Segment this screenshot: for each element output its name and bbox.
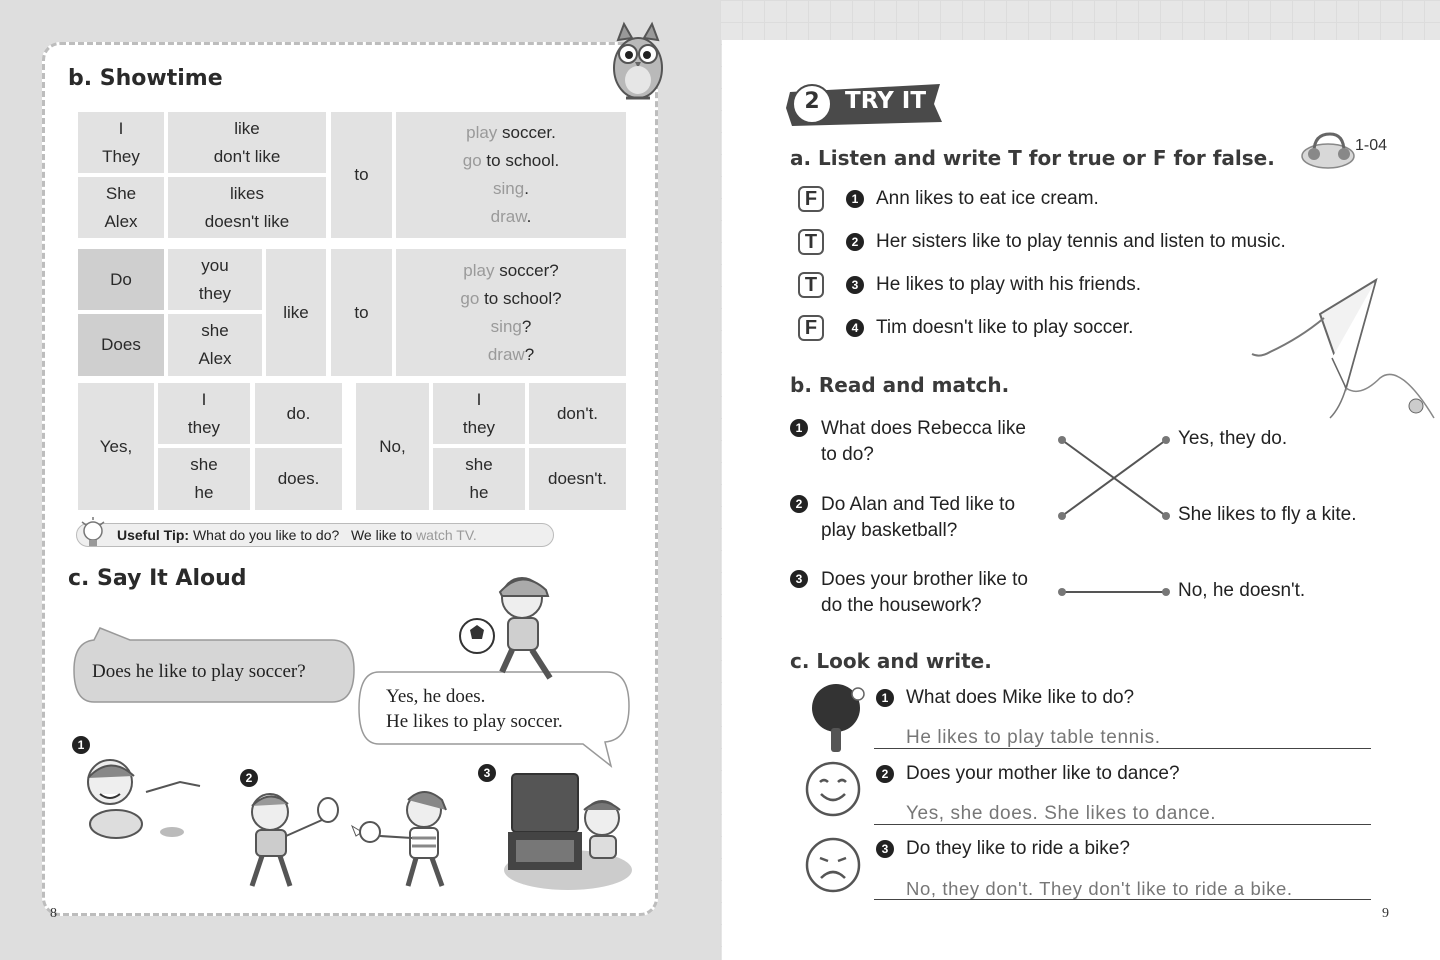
tf-item-3 bbox=[798, 272, 1141, 298]
tf-item-1 bbox=[798, 186, 1099, 212]
t2-do: Do bbox=[78, 249, 164, 310]
bubble-answer-line-2: He likes to play soccer. bbox=[386, 711, 563, 732]
match-answer-1: Yes, they do. bbox=[1178, 428, 1288, 449]
match-number-3: 3 bbox=[790, 570, 808, 588]
tf-statement-2: Her sisters like to play tennis and listen to music. bbox=[876, 231, 1286, 252]
t3-no-subject-plural bbox=[433, 383, 525, 444]
t2-activities bbox=[396, 249, 626, 376]
answer-line-2 bbox=[874, 824, 1371, 825]
t1-act-4: draw. bbox=[490, 207, 532, 226]
part-c-title: c. Look and write. bbox=[790, 649, 992, 673]
write-number-2: 2 bbox=[876, 765, 894, 783]
match-question-1 bbox=[790, 416, 1026, 468]
write-answer-1[interactable]: He likes to play table tennis. bbox=[906, 727, 1161, 748]
tf-statement-4: Tim doesn't like to play soccer. bbox=[876, 317, 1134, 338]
write-number-1: 1 bbox=[876, 689, 894, 707]
match-q1-line1: What does Rebecca like bbox=[821, 418, 1026, 439]
pic-number-2: 2 bbox=[240, 769, 258, 787]
t2-act-2: go to school? bbox=[460, 288, 562, 308]
lightbulb-icon bbox=[78, 516, 108, 552]
t3-no: No, bbox=[356, 383, 429, 510]
t1-verb-like: like bbox=[234, 118, 260, 138]
t1-act-2: go to school. bbox=[462, 151, 560, 170]
t2-subj-alex: Alex bbox=[198, 349, 232, 368]
write-q1-text: What does Mike like to do? bbox=[906, 687, 1135, 708]
match-number-2: 2 bbox=[790, 495, 808, 513]
page-number-left: 8 bbox=[50, 906, 57, 921]
t2-does: Does bbox=[78, 314, 164, 376]
write-question-2 bbox=[876, 763, 1180, 785]
ping-pong-paddle-icon bbox=[810, 682, 866, 754]
pic-number-3: 3 bbox=[478, 764, 496, 782]
tf-item-2 bbox=[798, 229, 1286, 255]
page-number-right: 9 bbox=[1382, 906, 1389, 921]
t1-verb-plural bbox=[168, 112, 326, 173]
part-b-title: b. Read and match. bbox=[790, 373, 1010, 397]
t2-subject-singular bbox=[168, 314, 262, 376]
t2-to: to bbox=[331, 249, 392, 376]
match-question-2 bbox=[790, 492, 1015, 544]
write-question-1 bbox=[876, 687, 1134, 709]
t3-yes-subj-he: he bbox=[194, 483, 214, 502]
t3-yes-subject-plural bbox=[158, 383, 250, 444]
t3-dont: don't. bbox=[529, 383, 626, 444]
tip-answer-light: watch TV. bbox=[416, 527, 477, 543]
audio-track-number: 1-04 bbox=[1355, 137, 1388, 154]
t2-act-1: play soccer? bbox=[463, 260, 559, 280]
part-a-title: a. Listen and write T for true or F for false. bbox=[790, 146, 1275, 170]
t2-subject-plural bbox=[168, 249, 262, 310]
t1-subject-singular bbox=[78, 177, 164, 238]
tf-statement-1: Ann likes to eat ice cream. bbox=[876, 188, 1099, 209]
write-q2-text: Does your mother like to dance? bbox=[906, 763, 1180, 784]
t1-verb-likes: likes bbox=[229, 183, 264, 203]
match-q1-line2: to do? bbox=[821, 444, 874, 465]
t2-like: like bbox=[266, 249, 326, 376]
write-answer-3[interactable]: No, they don't. They don't like to ride a bike. bbox=[906, 878, 1293, 899]
t1-verb-dont-like: don't like bbox=[213, 146, 281, 166]
t3-no-subj-they: they bbox=[462, 417, 496, 437]
t1-act-3: sing. bbox=[493, 179, 529, 198]
tf-number-2: 2 bbox=[846, 233, 864, 251]
t3-yes-subj-they: they bbox=[187, 417, 221, 437]
showtime-title: b. Showtime bbox=[68, 66, 223, 91]
t3-no-subj-she: she bbox=[465, 455, 493, 474]
audio-disc-icon[interactable] bbox=[1300, 128, 1356, 170]
t2-subj-they: they bbox=[198, 283, 232, 303]
t2-act-3: sing? bbox=[490, 316, 532, 336]
t1-subj-they: They bbox=[102, 146, 140, 166]
tf-number-3: 3 bbox=[846, 276, 864, 294]
tf-item-4 bbox=[798, 315, 1133, 341]
t3-doesnt: doesn't. bbox=[529, 448, 626, 510]
match-lines bbox=[1056, 430, 1172, 600]
pic-number-1: 1 bbox=[72, 736, 90, 754]
match-q3-line2: do the housework? bbox=[821, 595, 982, 616]
try-it-number: 2 bbox=[804, 89, 820, 114]
tf-answer-box-1[interactable]: F bbox=[798, 186, 824, 212]
tf-number-4: 4 bbox=[846, 319, 864, 337]
match-answer-3: No, he doesn't. bbox=[1178, 580, 1306, 601]
owl-icon bbox=[606, 18, 670, 104]
useful-tip bbox=[76, 523, 554, 547]
tip-label: Useful Tip: bbox=[117, 527, 190, 543]
t3-does: does. bbox=[255, 448, 342, 510]
t1-verb-singular bbox=[168, 177, 326, 238]
tip-answer: We like to bbox=[350, 527, 413, 543]
t2-act-4: draw? bbox=[487, 344, 535, 364]
tip-question: What do you like to do? bbox=[192, 527, 340, 543]
write-answer-2[interactable]: Yes, she does. She likes to dance. bbox=[906, 803, 1217, 824]
write-number-3: 3 bbox=[876, 840, 894, 858]
t3-no-subj-he: he bbox=[469, 483, 489, 502]
match-q2-line2: play basketball? bbox=[821, 520, 958, 541]
t1-subj-i: I bbox=[118, 118, 124, 138]
t3-no-subject-singular bbox=[433, 448, 525, 510]
t2-subj-she: she bbox=[201, 321, 229, 340]
t1-verb-doesnt-like: doesn't like bbox=[204, 211, 290, 231]
kite-illustration bbox=[1250, 278, 1438, 434]
answer-line-3 bbox=[874, 899, 1371, 900]
tf-number-1: 1 bbox=[846, 190, 864, 208]
t2-subj-you: you bbox=[201, 255, 229, 275]
crying-girl-illustration bbox=[76, 752, 206, 844]
tf-statement-3: He likes to play with his friends. bbox=[876, 274, 1142, 295]
tv-boy-illustration bbox=[498, 770, 632, 892]
match-q3-line1: Does your brother like to bbox=[821, 569, 1028, 590]
t3-yes-subject-singular bbox=[158, 448, 250, 510]
match-question-3 bbox=[790, 567, 1028, 619]
match-q2-line1: Do Alan and Ted like to bbox=[821, 494, 1016, 515]
match-answer-2: She likes to fly a kite. bbox=[1178, 504, 1357, 525]
happy-face-icon bbox=[804, 760, 862, 818]
badminton-kids-illustration bbox=[232, 786, 472, 892]
t3-no-subj-i: I bbox=[476, 389, 482, 409]
t1-subject-plural bbox=[78, 112, 164, 173]
write-question-3 bbox=[876, 838, 1130, 860]
t3-do: do. bbox=[255, 383, 342, 444]
t1-act-1: play soccer. bbox=[466, 123, 556, 142]
bubble-answer-line-1: Yes, he does. bbox=[386, 686, 486, 707]
t1-activities bbox=[396, 112, 626, 238]
tf-answer-box-4[interactable]: F bbox=[798, 315, 824, 341]
answer-line-1 bbox=[874, 748, 1371, 749]
soccer-boy-illustration bbox=[452, 568, 568, 694]
tf-answer-box-3[interactable]: T bbox=[798, 272, 824, 298]
sad-face-icon bbox=[804, 836, 862, 894]
bubble-question: Does he like to play soccer? bbox=[92, 661, 306, 682]
t3-yes: Yes, bbox=[78, 383, 154, 510]
say-it-aloud-title: c. Say It Aloud bbox=[68, 566, 247, 591]
match-number-1: 1 bbox=[790, 419, 808, 437]
t1-subj-she: She bbox=[105, 183, 137, 203]
try-it-label: TRY IT bbox=[845, 88, 927, 114]
t1-subj-alex: Alex bbox=[104, 211, 138, 231]
write-q3-text: Do they like to ride a bike? bbox=[906, 838, 1130, 859]
t3-yes-subj-she: she bbox=[190, 455, 218, 474]
tf-answer-box-2[interactable]: T bbox=[798, 229, 824, 255]
t1-to: to bbox=[331, 112, 392, 238]
t3-yes-subj-i: I bbox=[201, 389, 207, 409]
